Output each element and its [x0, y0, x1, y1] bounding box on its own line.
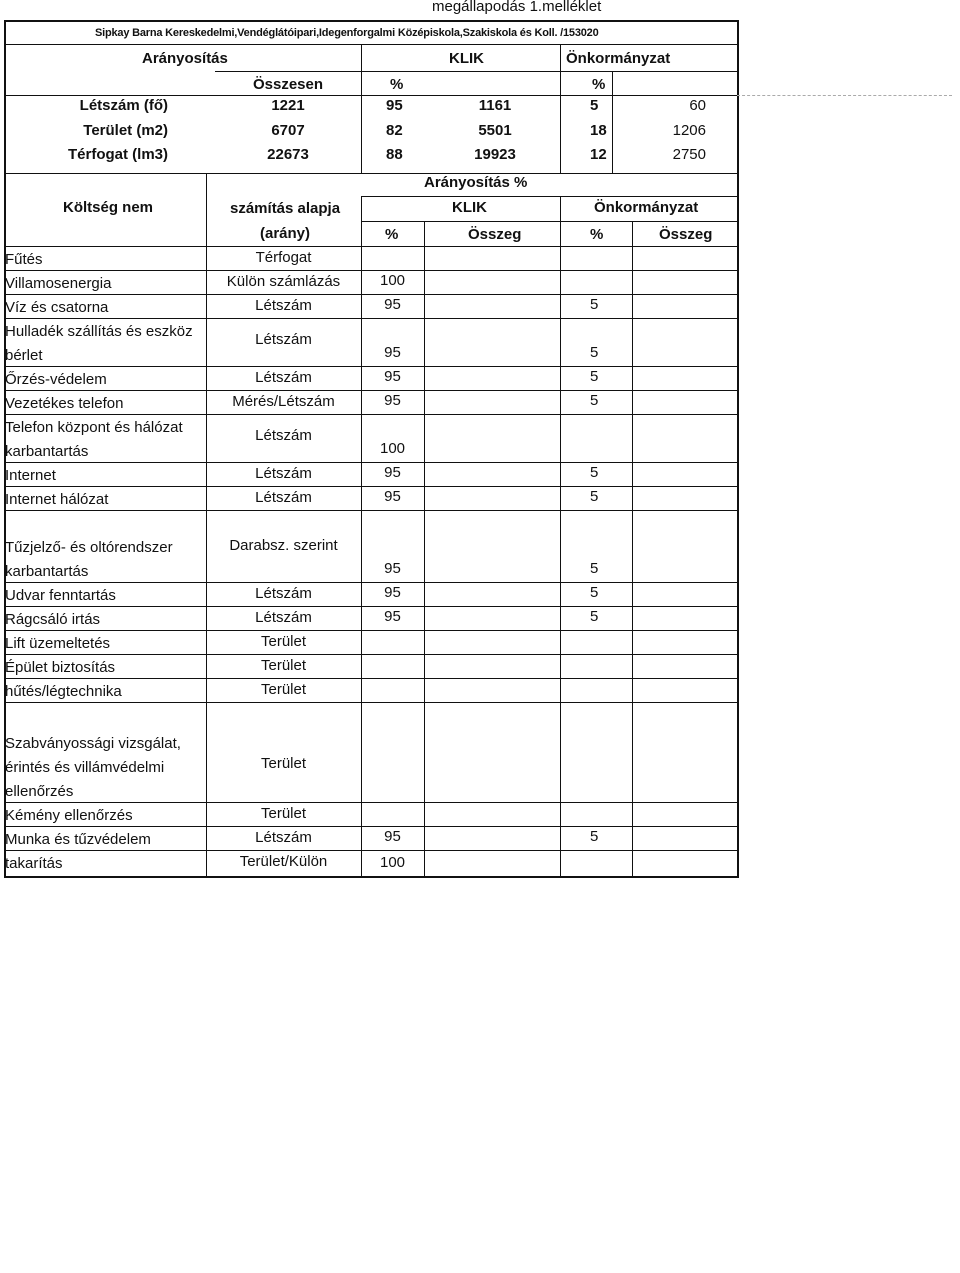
cost-row-label: Fűtés: [5, 251, 43, 268]
ratio-row-total: 22673: [267, 146, 309, 163]
ratio-row-klik: 19923: [474, 146, 516, 163]
cost-row-basis: Létszám: [255, 585, 312, 602]
rule: [4, 462, 737, 463]
ratio-table-title: Arányosítás: [142, 50, 228, 67]
cost-row-label: Udvar fenntartás: [5, 587, 116, 604]
col-sum-header: Összeg: [468, 226, 522, 243]
ratio-row-pct2: 5: [590, 97, 599, 114]
cost-row-pct: 95: [384, 392, 401, 409]
col-pct2-header: %: [590, 226, 604, 243]
cost-row-pct2: 5: [590, 560, 599, 577]
rule: [560, 44, 561, 173]
cost-row-label: Őrzés-védelem: [5, 371, 107, 388]
cost-row-pct2: 5: [590, 464, 599, 481]
cost-row-label: Internet: [5, 467, 56, 484]
cost-row-pct: 100: [379, 272, 406, 289]
ratio-row-onk: 1206: [672, 122, 706, 139]
cost-row-basis: Terület/Külön: [239, 853, 328, 870]
rule: [4, 654, 737, 655]
ratio-row-total: 1221: [271, 97, 305, 114]
rule: [4, 246, 737, 247]
rule: [4, 486, 737, 487]
ratio-row-pct: 95: [386, 97, 403, 114]
rule: [4, 44, 737, 45]
rule: [4, 294, 737, 295]
document-subtitle: Sipkay Barna Kereskedelmi,Vendéglátóipari,Idegenforgalmi Középiskola,Szakiskola és Koll. /153020: [95, 27, 599, 39]
cost-row-basis: Darabsz. szerint: [229, 537, 338, 554]
cost-row-pct2: 5: [590, 344, 599, 361]
rule: [4, 850, 737, 851]
ratio-row-total: 6707: [271, 122, 305, 139]
ratio-row-onk: 2750: [672, 146, 706, 163]
cost-row-label: Vezetékes telefon: [5, 395, 124, 412]
cost-row-pct2: 5: [590, 488, 599, 505]
cost-row-pct2: 5: [590, 608, 599, 625]
cost-row-basis: Létszám: [255, 427, 312, 444]
rule: [215, 71, 737, 72]
cost-row-label: Lift üzemeltetés: [5, 635, 111, 652]
rule: [4, 678, 737, 679]
cost-row-label: Rágcsáló irtás: [5, 611, 101, 628]
cost-row-label: takarítás: [5, 855, 63, 872]
rule: [4, 95, 737, 96]
cost-row-pct: 100: [379, 854, 406, 871]
rule: [612, 71, 613, 173]
cost-row-pct: 95: [384, 584, 401, 601]
page-title: megállapodás 1.melléklet: [432, 0, 602, 15]
rule: [4, 318, 737, 319]
cost-row-basis: Létszám: [255, 829, 312, 846]
rule: [4, 802, 737, 803]
rule: [4, 414, 737, 415]
ratio-row-label: Térfogat (lm3): [67, 146, 168, 163]
rule: [4, 606, 737, 607]
cost-row-basis: Terület: [260, 681, 307, 698]
ratio-klik-label: KLIK: [449, 50, 484, 67]
ratio-onk-label: Önkormányzat: [566, 50, 671, 67]
cost-row-pct: 100: [379, 440, 406, 457]
cost-row-basis: Létszám: [255, 297, 312, 314]
cost-row-pct: 95: [384, 560, 401, 577]
cost-row-basis: Létszám: [255, 331, 312, 348]
rule: [424, 221, 425, 876]
cost-row-label: Internet hálózat: [5, 491, 109, 508]
cost-ratio-title: Arányosítás %: [424, 174, 528, 191]
ratio-row-onk: 60: [689, 97, 706, 114]
rule: [4, 390, 737, 391]
col-onk-header: Önkormányzat: [594, 199, 699, 216]
ratio-row-label: Terület (m2): [83, 122, 168, 139]
cost-row-pct2: 5: [590, 368, 599, 385]
cost-row-basis: Külön számlázás: [226, 273, 341, 290]
col-pct-header: %: [390, 76, 404, 93]
rule: [737, 95, 952, 96]
rule: [4, 876, 737, 877]
rule: [4, 366, 737, 367]
col-total-header: Összesen: [252, 76, 324, 93]
rule: [4, 702, 737, 703]
cost-row-pct2: 5: [590, 828, 599, 845]
cost-row-pct: 95: [384, 368, 401, 385]
rule: [4, 270, 737, 271]
ratio-row-label: Létszám (fő): [79, 97, 168, 114]
col-pct-header: %: [385, 226, 399, 243]
rule: [361, 44, 362, 173]
rule: [361, 196, 362, 876]
rule: [4, 630, 737, 631]
col-basis-header-2: (arány): [260, 225, 311, 242]
col-klik-header: KLIK: [452, 199, 487, 216]
rule: [4, 173, 737, 174]
rule: [4, 582, 737, 583]
cost-row-label: Telefon központ és hálózat karbantartás: [5, 419, 183, 460]
cost-row-pct2: 5: [590, 584, 599, 601]
ratio-row-pct2: 18: [590, 122, 607, 139]
col-sum2-header: Összeg: [659, 226, 713, 243]
cost-row-basis: Térfogat: [255, 249, 312, 266]
cost-row-basis: Létszám: [255, 369, 312, 386]
rule: [206, 173, 207, 876]
cost-row-basis: Terület: [260, 805, 307, 822]
ratio-row-klik: 1161: [478, 97, 512, 114]
cost-row-pct: 95: [384, 464, 401, 481]
cost-row-label: Víz és csatorna: [5, 299, 109, 316]
rule: [4, 510, 737, 511]
cost-row-label: Kémény ellenőrzés: [5, 807, 133, 824]
cost-row-pct: 95: [384, 296, 401, 313]
cost-row-label: hűtés/légtechnika: [5, 683, 122, 700]
cost-row-basis: Mérés/Létszám: [232, 393, 335, 410]
rule: [632, 221, 633, 876]
cost-row-pct: 95: [384, 488, 401, 505]
ratio-row-pct2: 12: [590, 146, 607, 163]
ratio-row-pct: 82: [386, 122, 403, 139]
cost-row-basis: Létszám: [255, 609, 312, 626]
ratio-row-pct: 88: [386, 146, 403, 163]
cost-row-label: Munka és tűzvédelem: [5, 831, 151, 848]
cost-row-label: Villamosenergia: [5, 275, 112, 292]
cost-row-pct: 95: [384, 344, 401, 361]
cost-row-pct2: 5: [590, 296, 599, 313]
cost-row-basis: Terület: [260, 633, 307, 650]
rule: [560, 196, 561, 876]
col-pct2-header: %: [592, 76, 606, 93]
ratio-row-klik: 5501: [478, 122, 512, 139]
cost-row-label: Tűzjelző- és oltórendszer karbantartás: [5, 539, 173, 580]
col-type-header: Költség nem: [63, 199, 154, 216]
cost-row-label: Szabványossági vizsgálat, érintés és villámvédelmi ellenőrzés: [5, 735, 181, 800]
cost-row-basis: Létszám: [255, 489, 312, 506]
cost-row-pct2: 5: [590, 392, 599, 409]
cost-row-label: Épület biztosítás: [5, 659, 116, 676]
rule: [361, 196, 737, 197]
cost-row-basis: Terület: [260, 657, 307, 674]
col-basis-header: számítás alapja: [230, 200, 341, 217]
rule: [361, 221, 737, 222]
rule: [4, 826, 737, 827]
cost-row-pct: 95: [384, 608, 401, 625]
cost-row-pct: 95: [384, 828, 401, 845]
cost-row-basis: Létszám: [255, 465, 312, 482]
cost-row-basis: Terület: [260, 755, 307, 772]
cost-row-label: Hulladék szállítás és eszköz bérlet: [5, 323, 193, 364]
